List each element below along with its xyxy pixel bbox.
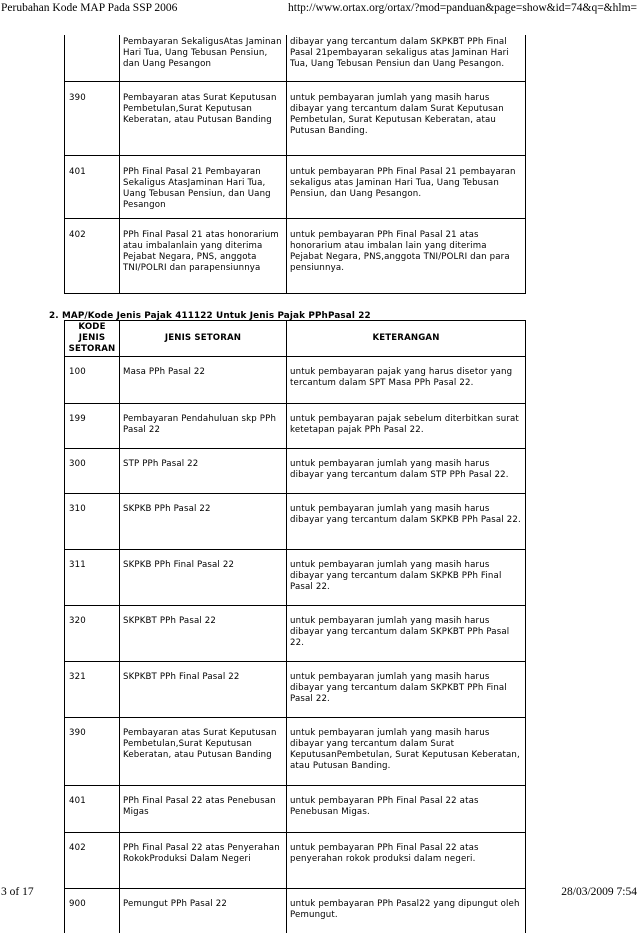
jenis-cell: PPh Final Pasal 21 Pembayaran Sekaligus AtasJaminan Hari Tua, Uang Tebusan Pensiun, dan Uang Pesangon bbox=[120, 156, 287, 219]
jenis-cell: Pembayaran Pendahuluan skp PPh Pasal 22 bbox=[120, 404, 287, 449]
document-title: Perubahan Kode MAP Pada SSP 2006 bbox=[1, 2, 177, 14]
keterangan-cell: untuk pembayaran pajak sebelum diterbitkan surat ketetapan pajak PPh Pasal 22. bbox=[287, 404, 526, 449]
table-row bbox=[65, 494, 526, 550]
table-row bbox=[65, 35, 526, 82]
page-url: http://www.ortax.org/ortax/?mod=panduan&page=show&id=74&q=&hlm= bbox=[288, 2, 637, 14]
table-row bbox=[65, 357, 526, 404]
jenis-cell: SKPKB PPh Final Pasal 22 bbox=[120, 550, 287, 606]
jenis-cell: SKPKBT PPh Pasal 22 bbox=[120, 606, 287, 662]
kode-cell bbox=[65, 35, 120, 82]
page-number: 3 of 17 bbox=[1, 886, 34, 898]
keterangan-cell: untuk pembayaran PPh Final Pasal 21 pembayaran sekaligus atas Jaminan Hari Tua, Uang Tebusan Pensiun, dan Uang Pesangon. bbox=[287, 156, 526, 219]
jenis-cell: Pembayaran SekaligusAtas Jaminan Hari Tua, Uang Tebusan Pensiun, dan Uang Pesangon bbox=[120, 35, 287, 82]
keterangan-cell: untuk pembayaran PPh Pasal22 yang dipungut oleh Pemungut. bbox=[287, 889, 526, 933]
kode-header: KODE JENIS SETORAN bbox=[65, 321, 120, 357]
table-row bbox=[65, 449, 526, 494]
jenis-cell: Pembayaran atas Surat Keputusan Pembetulan,Surat Keputusan Keberatan, atau Putusan Banding bbox=[120, 718, 287, 786]
keterangan-cell: untuk pembayaran jumlah yang masih harus dibayar yang tercantum dalam SKPKBT PPh Pasal 22. bbox=[287, 606, 526, 662]
table-row bbox=[65, 662, 526, 718]
kode-cell: 390 bbox=[65, 718, 120, 786]
kode-cell: 402 bbox=[65, 219, 120, 294]
jenis-cell: PPh Final Pasal 22 atas Penebusan Migas bbox=[120, 786, 287, 833]
keterangan-cell: untuk pembayaran jumlah yang masih harus dibayar yang tercantum dalam Surat KeputusanPembetulan, Surat Keputusan Keberatan, atau Putusan Banding. bbox=[287, 718, 526, 786]
kode-cell: 321 bbox=[65, 662, 120, 718]
jenis-cell: PPh Final Pasal 21 atas honorarium atau imbalanlain yang diterima Pejabat Negara, PNS, anggota TNI/POLRI dan parapensiunnya bbox=[120, 219, 287, 294]
jenis-cell: SKPKBT PPh Final Pasal 22 bbox=[120, 662, 287, 718]
kode-cell: 300 bbox=[65, 449, 120, 494]
jenis-cell: PPh Final Pasal 22 atas Penyerahan RokokProduksi Dalam Negeri bbox=[120, 833, 287, 889]
jenis-cell: Pembayaran atas Surat Keputusan Pembetulan,Surat Keputusan Keberatan, atau Putusan Banding bbox=[120, 82, 287, 156]
jenis-header: JENIS SETORAN bbox=[120, 321, 287, 357]
kode-cell: 320 bbox=[65, 606, 120, 662]
jenis-cell: Pemungut PPh Pasal 22 bbox=[120, 889, 287, 933]
keterangan-header: KETERANGAN bbox=[287, 321, 526, 357]
table-header-row bbox=[65, 321, 526, 357]
jenis-cell: STP PPh Pasal 22 bbox=[120, 449, 287, 494]
kode-cell: 199 bbox=[65, 404, 120, 449]
keterangan-cell: untuk pembayaran PPh Final Pasal 22 atas Penebusan Migas. bbox=[287, 786, 526, 833]
section-heading: 2. MAP/Kode Jenis Pajak 411122 Untuk Jenis Pajak PPhPasal 22 bbox=[49, 311, 371, 321]
keterangan-cell: untuk pembayaran pajak yang harus disetor yang tercantum dalam SPT Masa PPh Pasal 22. bbox=[287, 357, 526, 404]
kode-cell: 900 bbox=[65, 889, 120, 933]
table-row bbox=[65, 82, 526, 156]
keterangan-cell: untuk pembayaran PPh Final Pasal 22 atas penyerahan rokok produksi dalam negeri. bbox=[287, 833, 526, 889]
jenis-cell: Masa PPh Pasal 22 bbox=[120, 357, 287, 404]
print-timestamp: 28/03/2009 7:54 bbox=[561, 886, 637, 898]
keterangan-cell: untuk pembayaran jumlah yang masih harus dibayar yang tercantum dalam Surat Keputusan Pembetulan, Surat Keputusan Keberatan, atau Putusan Banding. bbox=[287, 82, 526, 156]
kode-cell: 311 bbox=[65, 550, 120, 606]
table-row bbox=[65, 833, 526, 889]
keterangan-cell: untuk pembayaran PPh Final Pasal 21 atas honorarium atau imbalan lain yang diterima Pejabat Negara, PNS,anggota TNI/POLRI dan para pensiunnya. bbox=[287, 219, 526, 294]
table-row bbox=[65, 718, 526, 786]
kode-cell: 310 bbox=[65, 494, 120, 550]
print-footer bbox=[1, 886, 637, 900]
jenis-cell: SKPKB PPh Pasal 22 bbox=[120, 494, 287, 550]
table-row bbox=[65, 606, 526, 662]
kode-cell: 401 bbox=[65, 786, 120, 833]
keterangan-cell: untuk pembayaran jumlah yang masih harus dibayar yang tercantum dalam SKPKB PPh Pasal 22. bbox=[287, 494, 526, 550]
keterangan-cell: dibayar yang tercantum dalam SKPKBT PPh Final Pasal 21pembayaran sekaligus atas Jaminan Hari Tua, Uang Tebusan Pensiun dan Uang Pesangon. bbox=[287, 35, 526, 82]
kode-cell: 402 bbox=[65, 833, 120, 889]
pph21-code-table bbox=[64, 35, 526, 294]
pph22-code-table bbox=[64, 320, 526, 933]
table-row bbox=[65, 156, 526, 219]
table-row bbox=[65, 219, 526, 294]
table-row bbox=[65, 786, 526, 833]
table-row bbox=[65, 404, 526, 449]
kode-cell: 390 bbox=[65, 82, 120, 156]
keterangan-cell: untuk pembayaran jumlah yang masih harus dibayar yang tercantum dalam STP PPh Pasal 22. bbox=[287, 449, 526, 494]
kode-cell: 401 bbox=[65, 156, 120, 219]
keterangan-cell: untuk pembayaran jumlah yang masih harus dibayar yang tercantum dalam SKPKB PPh Final Pasal 22. bbox=[287, 550, 526, 606]
kode-cell: 100 bbox=[65, 357, 120, 404]
keterangan-cell: untuk pembayaran jumlah yang masih harus dibayar yang tercantum dalam SKPKBT PPh Final Pasal 22. bbox=[287, 662, 526, 718]
table-row bbox=[65, 550, 526, 606]
print-header bbox=[1, 2, 637, 16]
